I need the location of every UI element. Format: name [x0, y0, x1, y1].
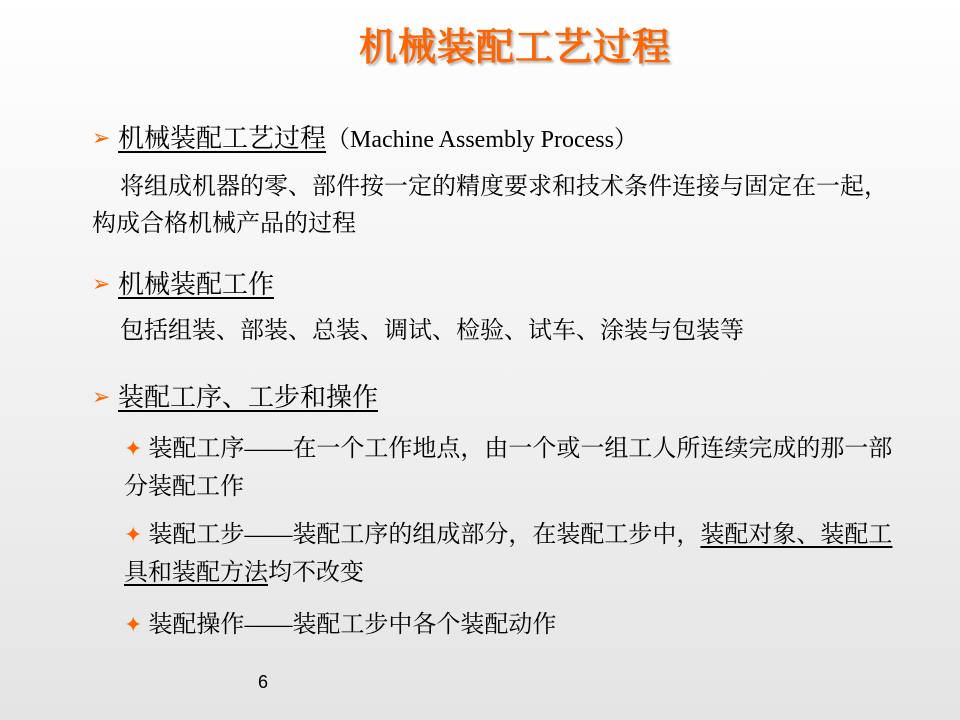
- section-1-title: 机械装配工艺过程: [118, 124, 327, 154]
- star-bullet-icon: ✦: [124, 437, 143, 462]
- em-dash: ——: [244, 612, 293, 638]
- section-2-title: 机械装配工作: [118, 270, 275, 300]
- section-1-english: （Machine Assembly Process）: [326, 127, 638, 153]
- slide-title: 机械装配工艺过程: [358, 25, 671, 69]
- list-item: [124, 516, 904, 591]
- item-term: 装配操作: [148, 610, 245, 638]
- em-dash: ——: [244, 436, 293, 462]
- arrow-bullet-icon: ➢: [92, 385, 111, 410]
- section-1-body: 将组成机器的零、部件按一定的精度要求和技术条件连接与固定在一起，构成合格机械产品的过程: [92, 172, 888, 237]
- star-bullet-icon: ✦: [124, 613, 143, 638]
- section-2-heading: [92, 268, 274, 302]
- item-text-underlined: 装配对象、装配工具和装配方法: [124, 520, 893, 586]
- item-text-end: 均不改变: [268, 558, 364, 586]
- section-1-heading: [92, 122, 638, 157]
- page-number: 6: [258, 672, 269, 692]
- list-item: [124, 430, 904, 505]
- star-bullet-icon: ✦: [124, 523, 143, 548]
- section-3-heading: [92, 381, 378, 415]
- arrow-bullet-icon: ➢: [92, 272, 111, 297]
- item-text: 装配工步中各个装配动作: [292, 610, 557, 638]
- list-item: [124, 606, 904, 644]
- section-3-title: 装配工序、工步和操作: [118, 383, 379, 413]
- item-term: 装配工步: [148, 520, 245, 548]
- section-2-body: 包括组装、部装、总装、调试、检验、试车、涂装与包装等: [120, 316, 744, 344]
- item-text: 在一个工作地点，由一个或一组工人所连续完成的那一部分装配工作: [124, 434, 893, 500]
- item-text: 装配工序的组成部分，在装配工步中，: [292, 520, 701, 548]
- arrow-bullet-icon: ➢: [92, 126, 111, 151]
- em-dash: ——: [244, 522, 293, 548]
- item-term: 装配工序: [148, 434, 245, 462]
